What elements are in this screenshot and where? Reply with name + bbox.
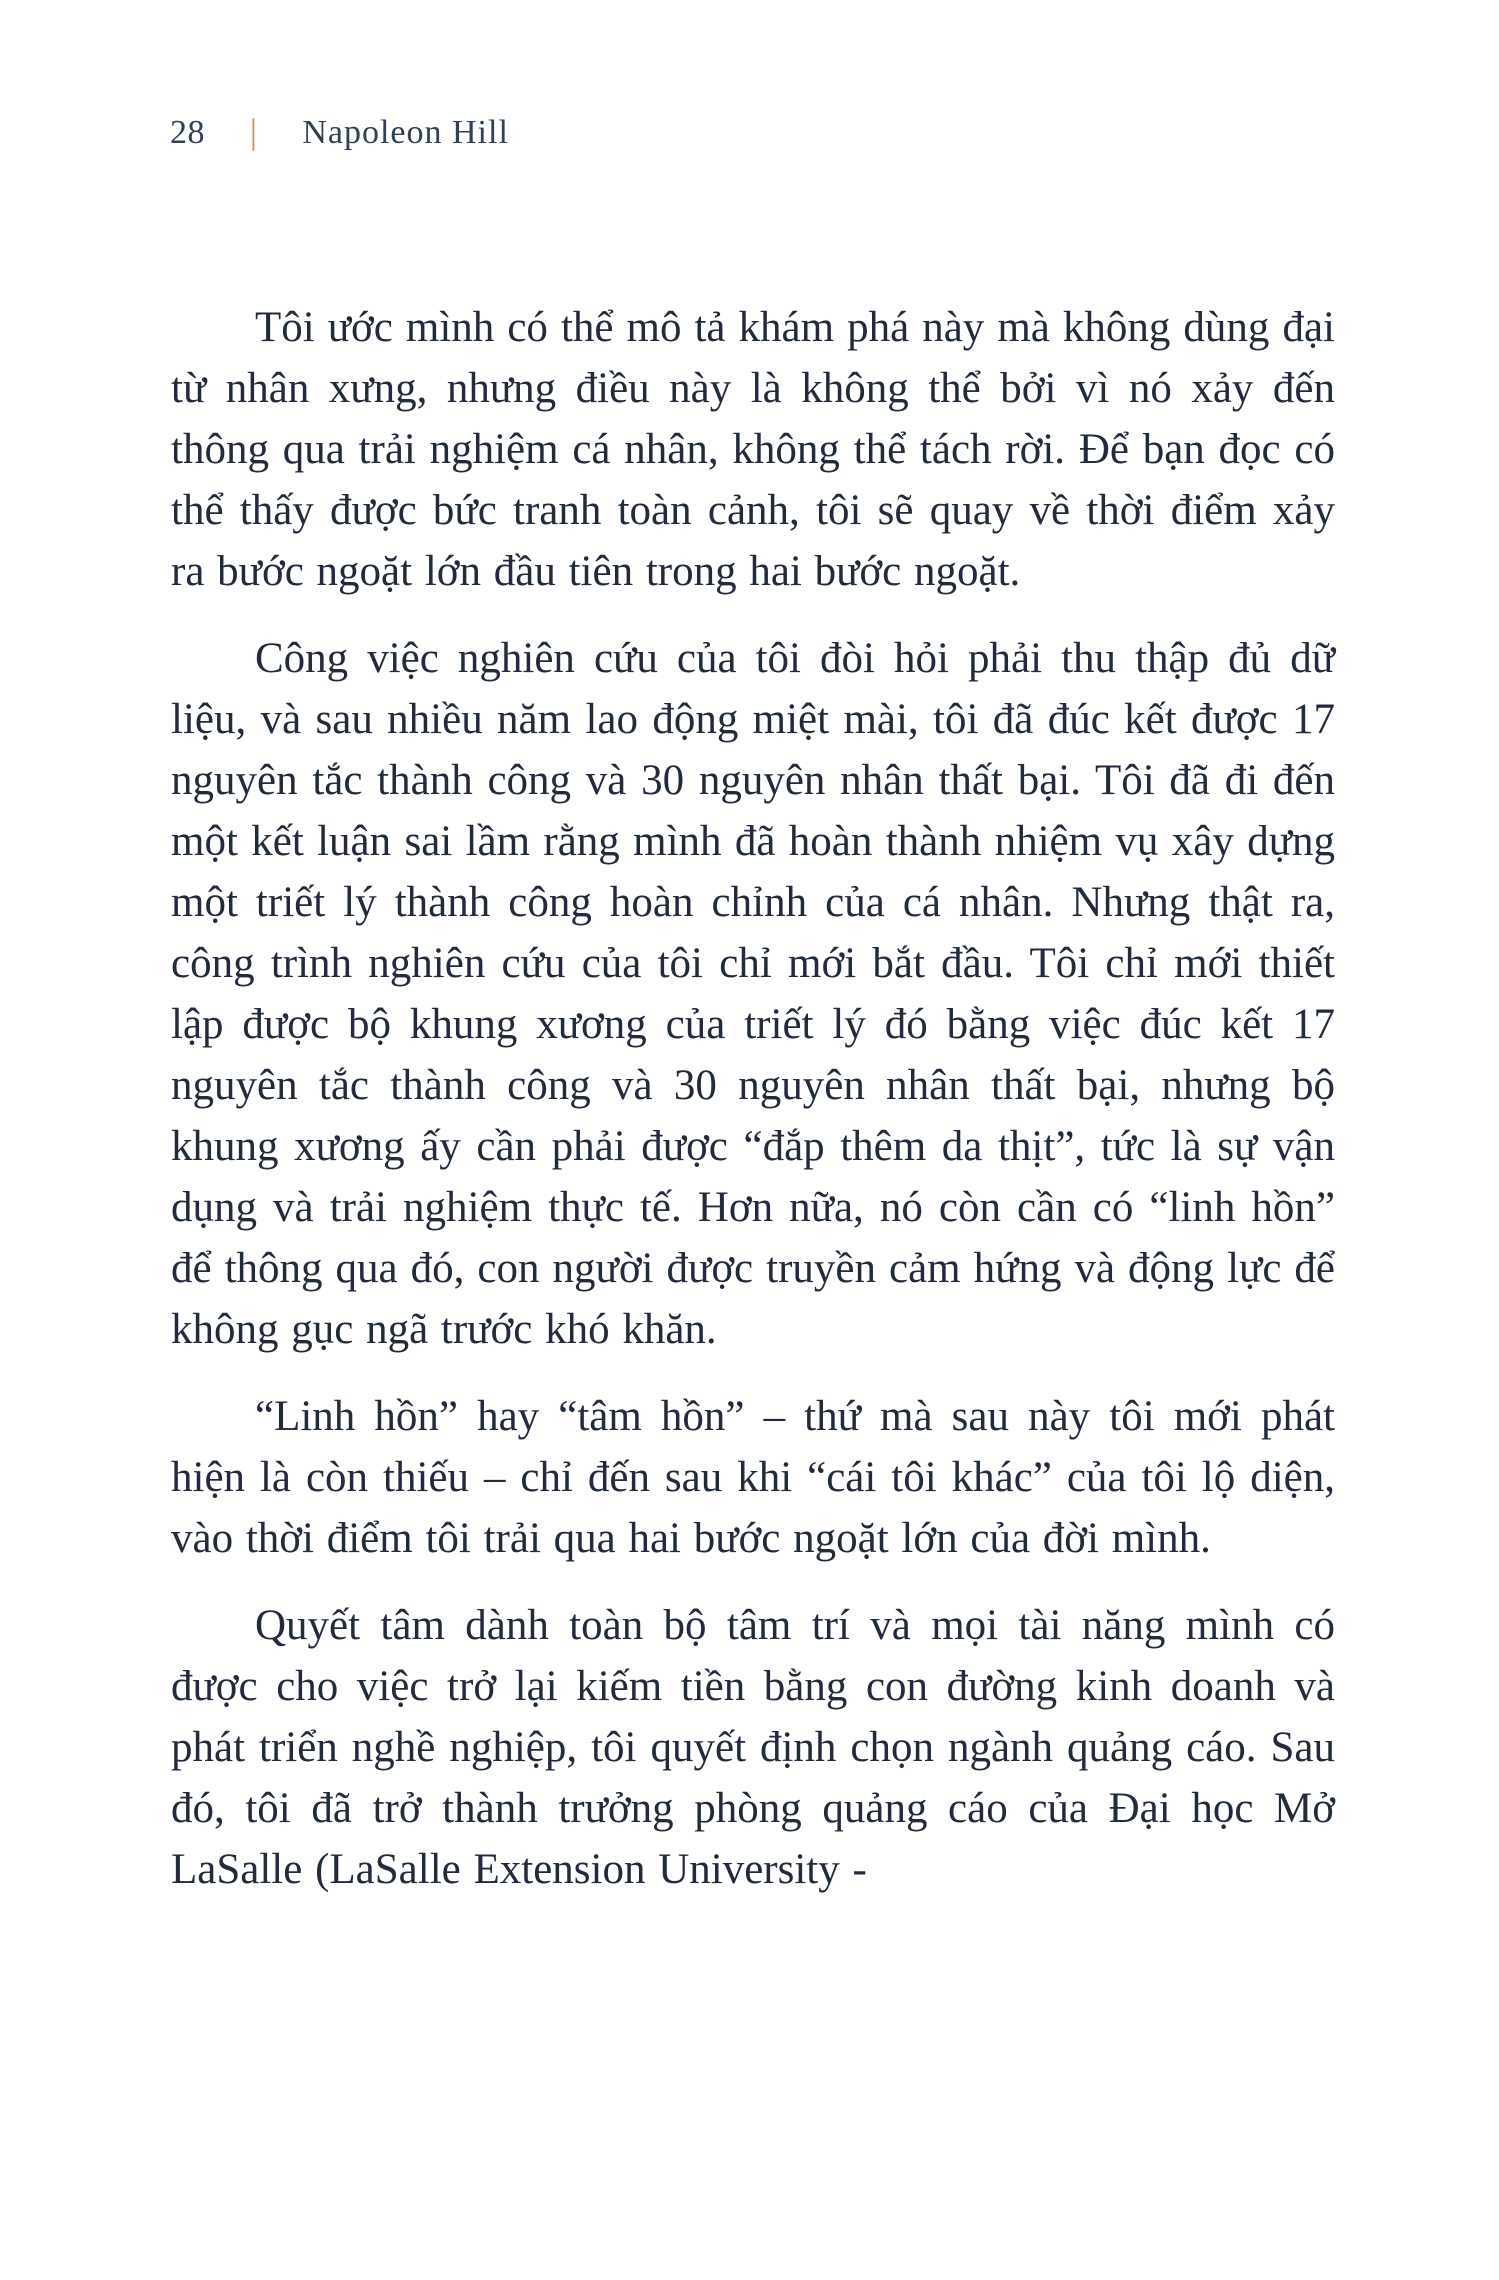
paragraph: Quyết tâm dành toàn bộ tâm trí và mọi tài năng mình có được cho việc trở lại kiếm tiền bằng con đường kinh doanh và phát triển nghề nghiệp, tôi quyết định chọn ngành quảng cáo. Sau đó, tôi đã trở thành trưởng phòng quảng cáo của Đại học Mở LaSalle (LaSalle Extension University - bbox=[171, 1602, 1335, 1893]
paragraph: Tôi ước mình có thể mô tả khám phá này mà không dùng đại từ nhân xưng, nhưng điều này là không thể bởi vì nó xảy đến thông qua trải nghiệm cá nhân, không thể tách rời. Để bạn đọc có thể thấy được bức tranh toàn cảnh, tôi sẽ quay về thời điểm xảy ra bước ngoặt lớn đầu tiên trong hai bước ngoặt. bbox=[171, 304, 1335, 595]
running-header bbox=[170, 114, 509, 152]
body-text-column bbox=[171, 297, 1335, 1926]
running-title: Napoleon Hill bbox=[302, 114, 509, 151]
header-separator: | bbox=[250, 113, 258, 152]
paragraph: Công việc nghiên cứu của tôi đòi hỏi phải thu thập đủ dữ liệu, và sau nhiều năm lao động miệt mài, tôi đã đúc kết được 17 nguyên tắc thành công và 30 nguyên nhân thất bại. Tôi đã đi đến một kết luận sai lầm rằng mình đã hoàn thành nhiệm vụ xây dựng một triết lý thành công hoàn chỉnh của cá nhân. Nhưng thật ra, công trình nghiên cứu của tôi chỉ mới bắt đầu. Tôi chỉ mới thiết lập được bộ khung xương của triết lý đó bằng việc đúc kết 17 nguyên tắc thành công và 30 nguyên nhân thất bại, nhưng bộ khung xương ấy cần phải được “đắp thêm da thịt”, tức là sự vận dụng và trải nghiệm thực tế. Hơn nữa, nó còn cần có “linh hồn” để thông qua đó, con người được truyền cảm hứng và động lực để không gục ngã trước khó khăn. bbox=[171, 635, 1335, 1353]
page-number: 28 bbox=[170, 114, 205, 151]
paragraph: “Linh hồn” hay “tâm hồn” – thứ mà sau này tôi mới phát hiện là còn thiếu – chỉ đến sau khi “cái tôi khác” của tôi lộ diện, vào thời điểm tôi trải qua hai bước ngoặt lớn của đời mình. bbox=[171, 1393, 1335, 1562]
